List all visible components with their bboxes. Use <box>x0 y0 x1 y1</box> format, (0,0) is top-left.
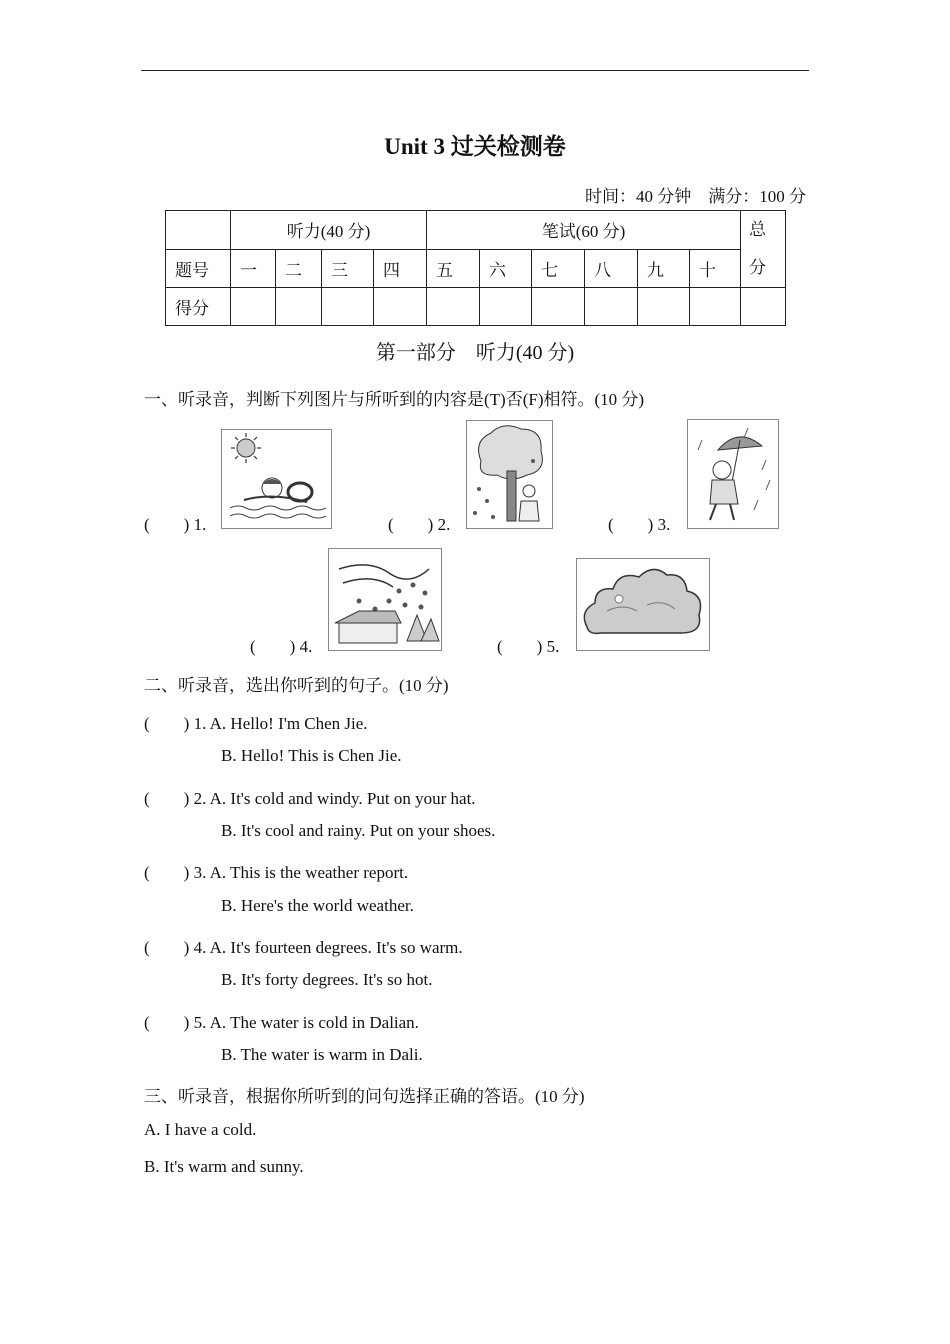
sec2-item-1-b: B. Hello! This is Chen Jie. <box>221 746 402 765</box>
score-cell[interactable] <box>322 288 374 326</box>
sec2-item-4-b: B. It's forty degrees. It's so hot. <box>221 970 433 989</box>
section-1-title: 一、听录音，判断下列图片与所听到的内容是(T)否(F)相符。(10 分) <box>144 390 645 409</box>
exam-meta: 时间：40 分钟 满分：100 分 <box>585 187 806 206</box>
sec2-item-2-a: ( ) 2. A. It's cold and windy. Put on your hat. <box>144 789 476 808</box>
sec2-item-4-a: ( ) 4. A. It's fourteen degrees. It's so warm. <box>144 938 463 957</box>
score-cell[interactable] <box>276 288 322 326</box>
picture-item-1-label: ( ) 1. <box>144 515 207 534</box>
score-cell[interactable] <box>585 288 638 326</box>
score-cell[interactable] <box>532 288 585 326</box>
score-cell[interactable] <box>690 288 741 326</box>
score-cell[interactable] <box>427 288 480 326</box>
sec2-item-5-b: B. The water is warm in Dali. <box>221 1045 423 1064</box>
question-number: 四 <box>374 249 427 288</box>
swimming-boy-sun-icon <box>221 429 332 529</box>
question-number: 六 <box>480 249 532 288</box>
question-number: 九 <box>638 249 690 288</box>
picture-item-3-label: ( ) 3. <box>608 515 671 534</box>
section-3-title: 三、听录音，根据你所听到的问句选择正确的答语。(10 分) <box>144 1087 585 1106</box>
sec2-item-2-b: B. It's cool and rainy. Put on your shoes. <box>221 821 496 840</box>
total-header: 总 分 <box>741 211 786 288</box>
question-number: 十 <box>690 249 741 288</box>
picture-item-5-label: ( ) 5. <box>497 637 560 656</box>
score-cell-total[interactable] <box>741 288 786 326</box>
sec2-item-1-a: ( ) 1. A. Hello! I'm Chen Jie. <box>144 714 368 733</box>
question-number: 七 <box>532 249 585 288</box>
girl-umbrella-rain-icon <box>687 419 779 529</box>
row-label-question: 题号 <box>166 249 231 288</box>
picture-item-2-label: ( ) 2. <box>388 515 451 534</box>
score-cell[interactable] <box>638 288 690 326</box>
question-number: 二 <box>276 249 322 288</box>
sec2-item-5-a: ( ) 5. A. The water is cold in Dalian. <box>144 1013 419 1032</box>
sec2-item-3-a: ( ) 3. A. This is the weather report. <box>144 863 409 882</box>
sec3-option-b: B. It's warm and sunny. <box>144 1157 304 1176</box>
question-number: 八 <box>585 249 638 288</box>
autumn-tree-leaves-icon <box>466 420 553 529</box>
top-rule <box>141 70 809 71</box>
score-table-corner <box>166 211 231 250</box>
listening-header: 听力(40 分) <box>231 211 427 250</box>
snowy-house-icon <box>328 548 442 651</box>
question-number: 三 <box>322 249 374 288</box>
question-number: 一 <box>231 249 276 288</box>
sec2-item-3-b: B. Here's the world weather. <box>221 896 414 915</box>
picture-item-4-label: ( ) 4. <box>250 637 313 656</box>
row-label-score: 得分 <box>166 288 231 326</box>
section-2-title: 二、听录音，选出你听到的句子。(10 分) <box>144 676 449 695</box>
score-table <box>165 210 786 326</box>
score-cell[interactable] <box>480 288 532 326</box>
score-cell[interactable] <box>374 288 427 326</box>
score-cell[interactable] <box>231 288 276 326</box>
part-one-heading: 第一部分 听力(40 分) <box>375 342 575 364</box>
question-number: 五 <box>427 249 480 288</box>
sec3-option-a: A. I have a cold. <box>144 1120 257 1139</box>
page-title: Unit 3 过关检测卷 <box>384 134 566 159</box>
cloud-icon <box>576 558 710 651</box>
written-header: 笔试(60 分) <box>427 211 741 250</box>
